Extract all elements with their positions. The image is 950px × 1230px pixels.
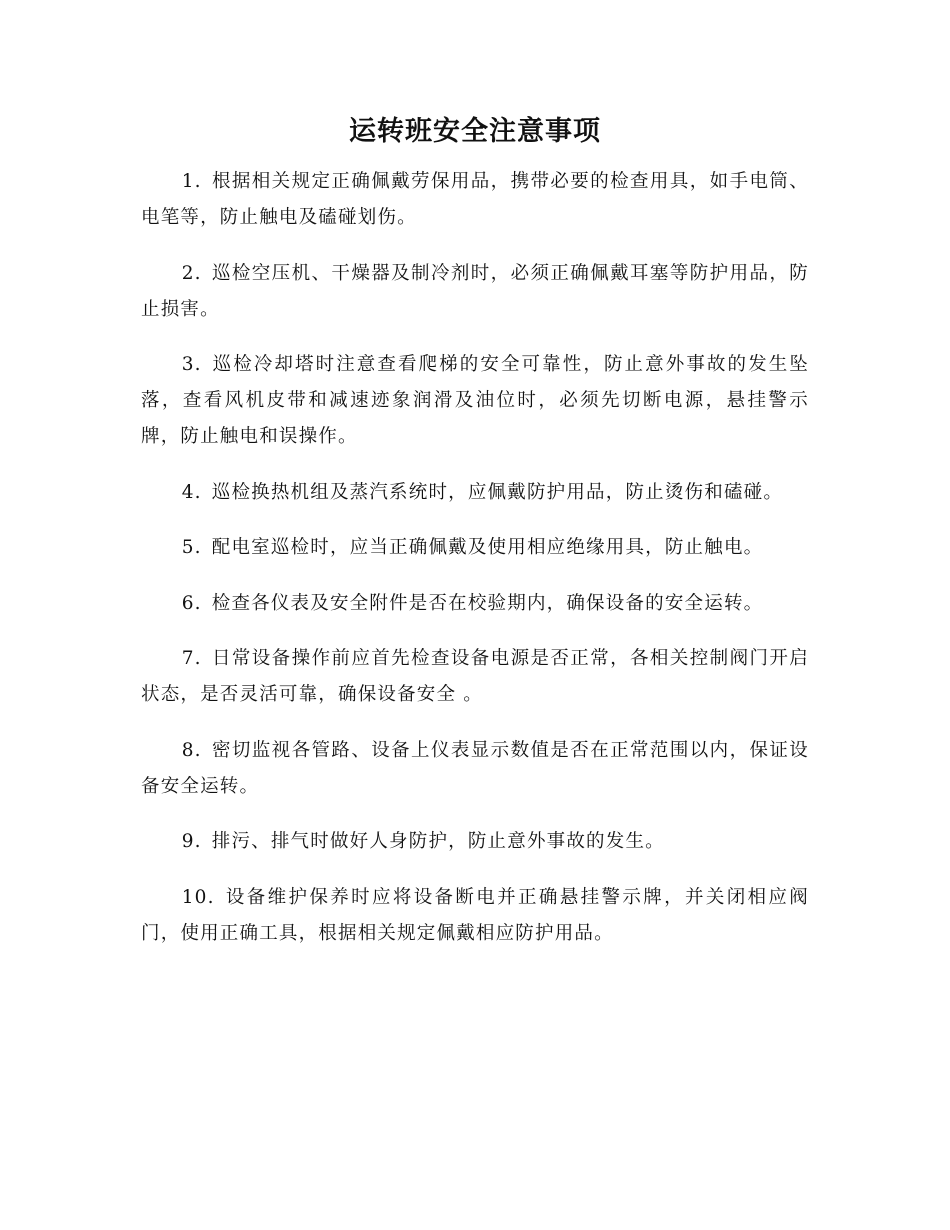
item-text: 巡检冷却塔时注意查看爬梯的安全可靠性，防止意外事故的发生坠落，查看风机皮带和减速迹象润滑及油位时，必须先切断电源，悬挂警示牌，防止触电和误操作。 [141,354,809,447]
safety-item-1 [141,164,809,236]
safety-item-6 [141,586,809,622]
item-number: 4. [181,481,202,503]
item-text: 巡检空压机、干燥器及制冷剂时，必须正确佩戴耳塞等防护用品，防止损害。 [141,262,809,320]
item-number: 8. [181,739,202,761]
item-number: 7. [181,648,202,669]
document-title: 运转班安全注意事项 [349,116,601,147]
item-number: 3. [181,354,202,375]
item-text: 检查各仪表及安全附件是否在校验期内，确保设备的安全运转。 [211,592,764,614]
item-text: 根据相关规定正确佩戴劳保用品，携带必要的检查用具，如手电筒、电笔等，防止触电及磕碰划伤。 [141,171,809,228]
safety-item-5 [141,530,809,566]
safety-item-list [141,164,809,971]
safety-item-7 [141,641,809,713]
item-number: 10. [181,886,215,908]
safety-item-2 [141,256,809,328]
item-text: 巡检换热机组及蒸汽系统时，应佩戴防护用品，防止烫伤和磕碰。 [211,481,784,503]
item-text: 排污、排气时做好人身防护，防止意外事故的发生。 [211,831,665,852]
item-number: 5. [181,537,202,558]
item-text: 日常设备操作前应首先检查设备电源是否正常，各相关控制阀门开启状态，是否灵活可靠，确保设备安全 。 [141,648,809,705]
item-number: 1. [181,171,202,192]
item-text: 密切监视各管路、设备上仪表显示数值是否在正常范围以内，保证设备安全运转。 [141,739,809,797]
safety-item-8 [141,733,809,805]
safety-item-10 [141,880,809,952]
item-number: 9. [181,831,202,852]
safety-item-4 [141,475,809,511]
safety-item-3 [141,347,809,455]
item-number: 6. [181,592,202,614]
item-text: 配电室巡检时，应当正确佩戴及使用相应绝缘用具，防止触电。 [211,537,764,558]
item-text: 设备维护保养时应将设备断电并正确悬挂警示牌，并关闭相应阀门，使用正确工具，根据相关规定佩戴相应防护用品。 [141,886,809,944]
item-number: 2. [181,262,202,284]
safety-item-9 [141,824,809,860]
